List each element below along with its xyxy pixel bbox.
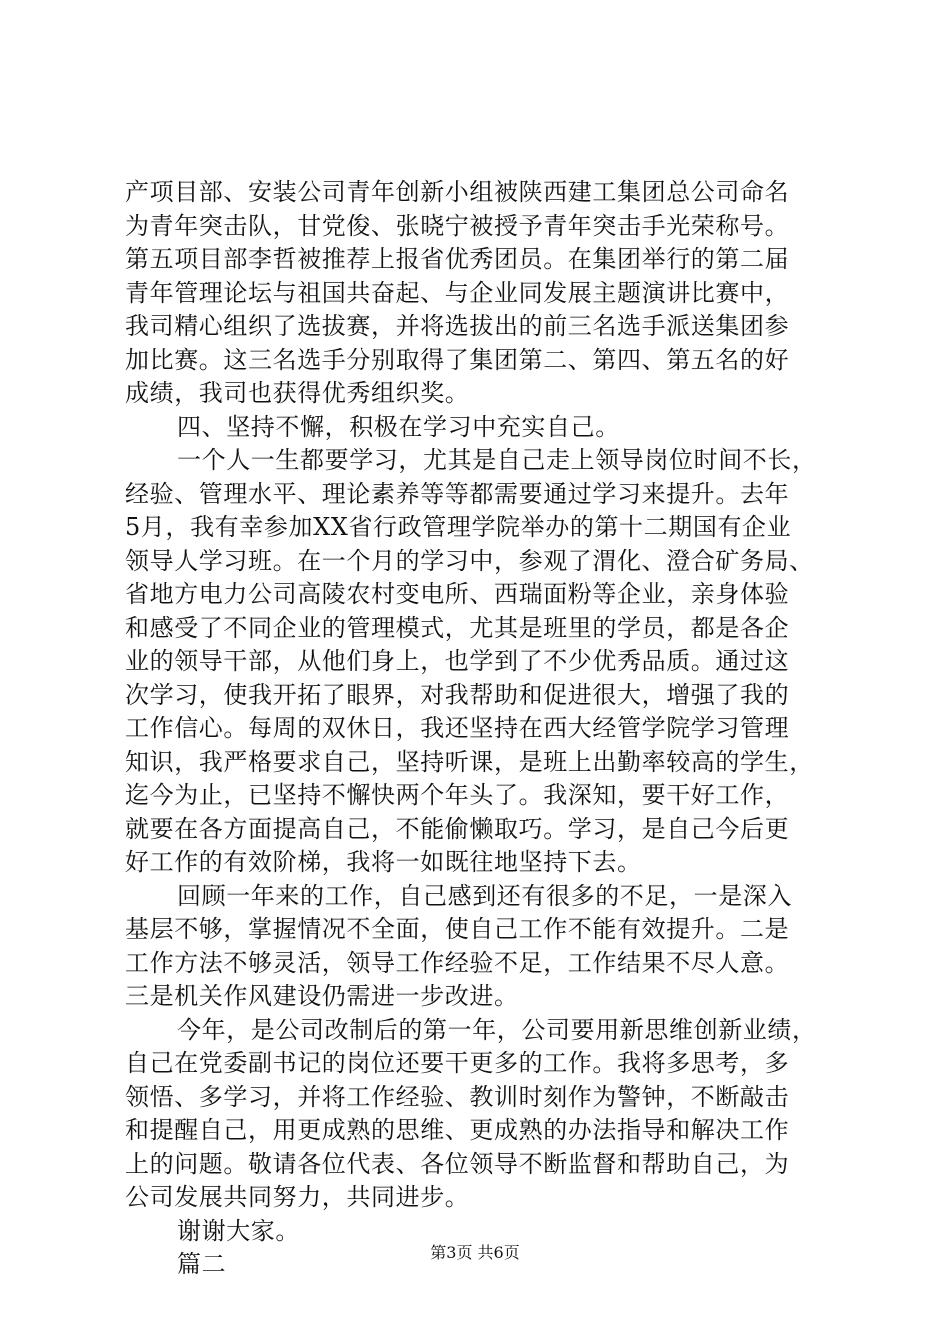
- text-line: 四、坚持不懈，积极在学习中充实自己。: [177, 412, 620, 441]
- text-line: 迄今为止，已坚持不懈快两个年头了。我深知，要干好工作，: [125, 781, 790, 809]
- text-line: 经验、管理水平、理论素养等等都需要通过学习来提升。去年: [125, 479, 790, 508]
- document-body: [125, 176, 845, 1282]
- text-line: 成绩，我司也获得优秀组织奖。: [125, 379, 470, 407]
- text-line: 产项目部、安装公司青年创新小组被陕西建工集团总公司命名: [125, 178, 790, 206]
- text-line: 领导人学习班。在一个月的学习中，参观了渭化、澄合矿务局、: [125, 546, 814, 575]
- text-line: 工作信心。每周的双休日，我还坚持在西大经管学院学习管理: [125, 714, 790, 742]
- text-line: 回顾一年来的工作，自己感到还有很多的不足，一是深入: [177, 881, 792, 910]
- text-line: 基层不够，掌握情况不全面，使自己工作不能有效提升。二是: [125, 915, 790, 943]
- text-line: 今年，是公司改制后的第一年，公司要用新思维创新业绩，: [177, 1015, 817, 1044]
- text-line: 第五项目部李哲被推荐上报省优秀团员。在集团举行的第二届: [125, 245, 790, 273]
- text-line: 我司精心组织了选拔赛，并将选拔出的前三名选手派送集团参: [125, 312, 790, 340]
- text-line: 青年管理论坛与祖国共奋起、与企业同发展主题演讲比赛中，: [125, 278, 790, 307]
- text-line: 业的领导干部，从他们身上，也学到了不少优秀品质。通过这: [125, 647, 790, 675]
- text-line: 知识，我严格要求自己，坚持听课，是班上出勤率较高的学生，: [125, 747, 814, 776]
- text-line: 领悟、多学习，并将工作经验、教训时刻作为警钟，不断敲击: [125, 1082, 790, 1111]
- text-line: 和提醒自己，用更成熟的思维、更成熟的办法指导和解决工作: [125, 1116, 790, 1144]
- text-line: 为青年突击队，甘党俊、张晓宁被授予青年突击手光荣称号。: [125, 211, 790, 240]
- page-footer: 第3页 共6页: [430, 1243, 520, 1262]
- text-line: 三是机关作风建设仍需进一步改进。: [125, 982, 519, 1010]
- text-line: 加比赛。这三名选手分别取得了集团第二、第四、第五名的好: [125, 345, 790, 374]
- text-line: 篇二: [177, 1250, 227, 1278]
- text-line: 就要在各方面提高自己，不能偷懒取巧。学习，是自己今后更: [125, 814, 790, 843]
- text-line: 上的问题。敬请各位代表、各位领导不断监督和帮助自己，为: [125, 1149, 790, 1178]
- text-line: 公司发展共同努力，共同进步。: [125, 1183, 470, 1211]
- text-line: 5月，我有幸参加XX省行政管理学院举办的第十二期国有企业: [125, 513, 792, 541]
- text-line: 好工作的有效阶梯，我将一如既往地坚持下去。: [125, 848, 642, 876]
- text-line: 次学习，使我开拓了眼界，对我帮助和促进很大，增强了我的: [125, 680, 790, 709]
- text-line: 工作方法不够灵活，领导工作经验不足，工作结果不尽人意。: [125, 948, 790, 977]
- text-line: 和感受了不同企业的管理模式，尤其是班里的学员，都是各企: [125, 613, 790, 642]
- text-line: 一个人一生都要学习，尤其是自己走上领导岗位时间不长，: [177, 446, 817, 474]
- text-line: 省地方电力公司高陵农村变电所、西瑞面粉等企业，亲身体验: [125, 580, 790, 608]
- text-line: 自己在党委副书记的岗位还要干更多的工作。我将多思考，多: [125, 1049, 790, 1077]
- text-line: 谢谢大家。: [177, 1216, 300, 1245]
